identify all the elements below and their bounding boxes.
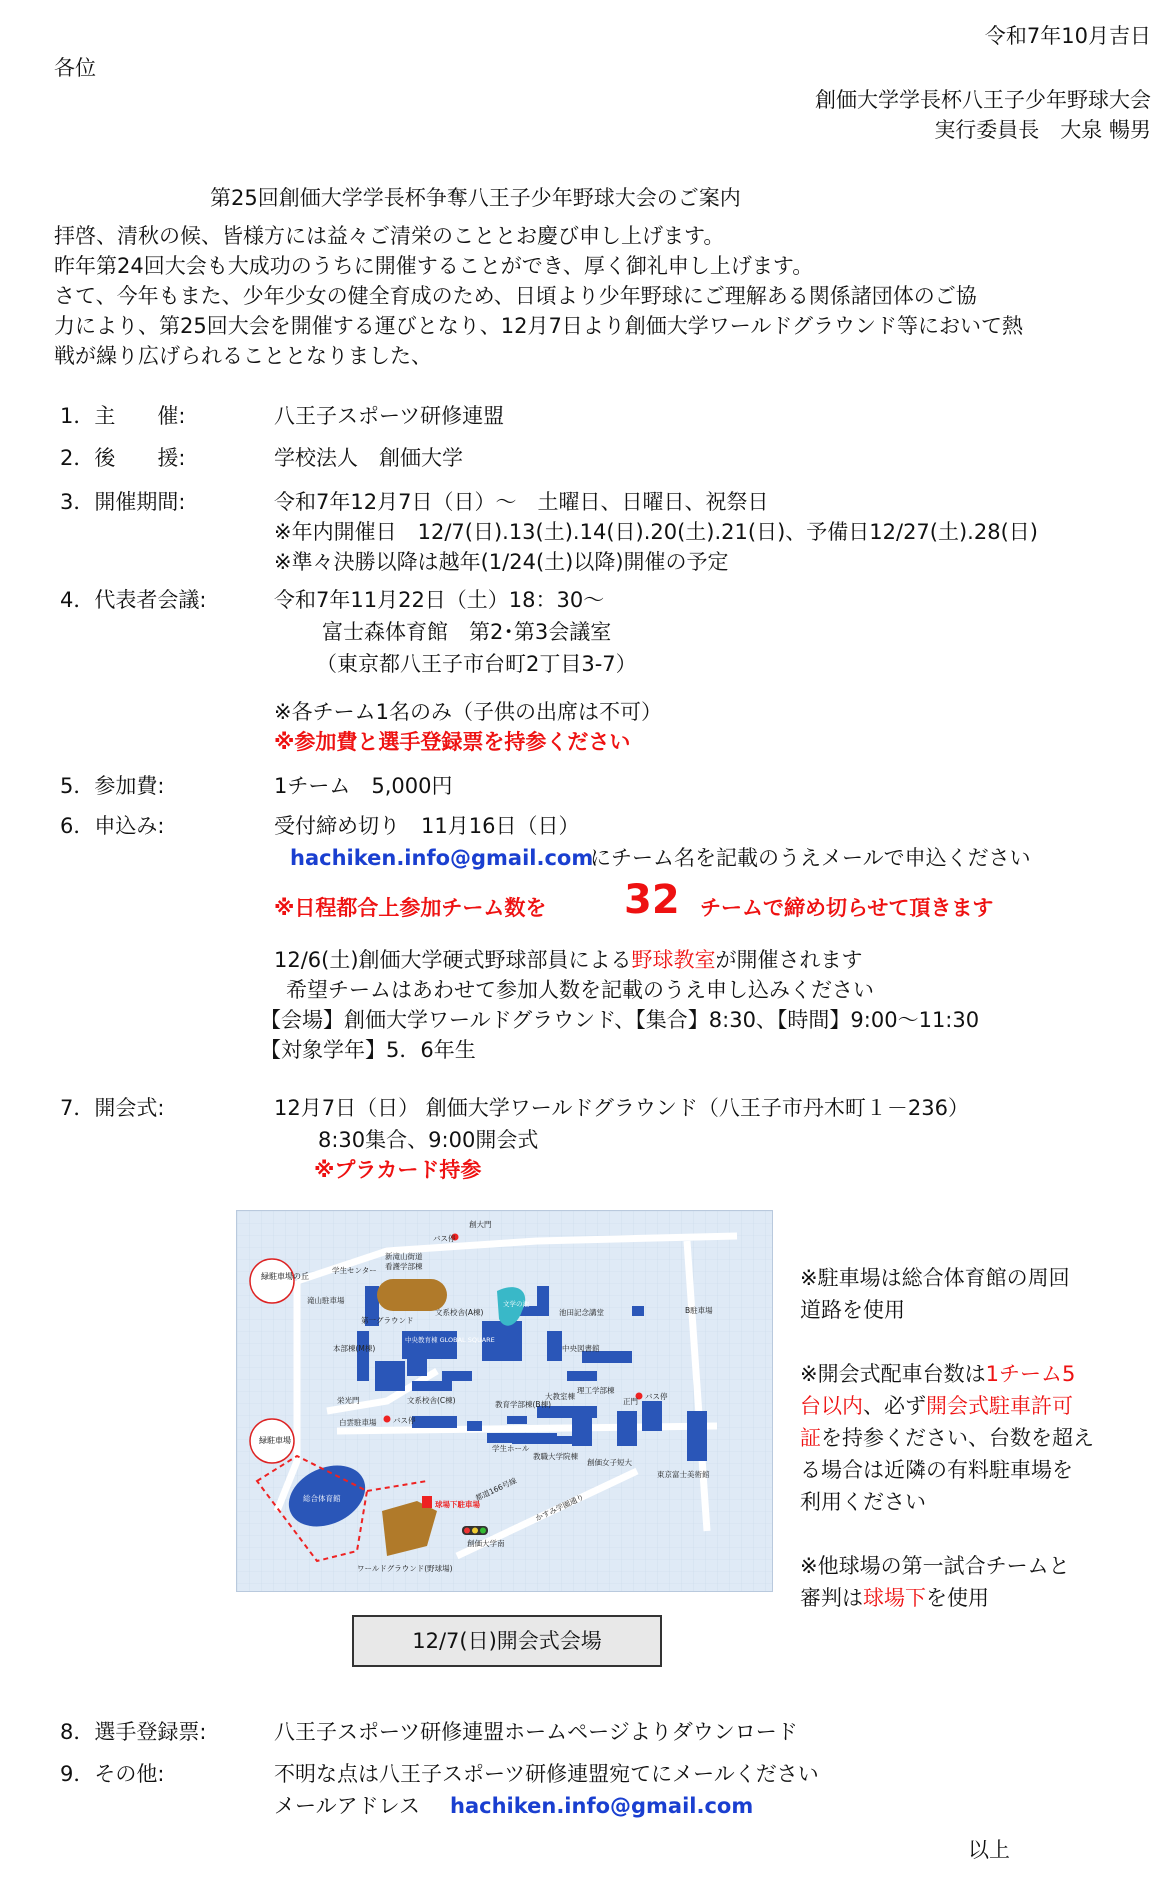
intro-line: 力により、第25回大会を開催する運びとなり、12月7日より創価大学ワールドグラウンド等において熱 — [54, 314, 1023, 338]
apply-email-link[interactable]: hachiken.info@gmail.com — [290, 846, 594, 870]
vehicle-note-line — [800, 1362, 1075, 1387]
map-label: 理工学部棟 — [577, 1386, 615, 1395]
note-highlight: 球場下 — [863, 1586, 926, 1610]
clinic-suffix: が開催されます — [715, 948, 863, 972]
map-label: 学生ホール — [492, 1444, 530, 1453]
clinic-announcement — [274, 948, 863, 973]
map-label: 正門 — [623, 1397, 638, 1406]
note-text: 、必ず — [863, 1394, 926, 1418]
map-label: 学生センター — [332, 1266, 377, 1275]
map-label: 球場下駐車場 — [435, 1500, 480, 1509]
map-label: 滝山駐車場 — [307, 1296, 345, 1305]
map-label: 文系校舎(C棟) — [407, 1396, 456, 1405]
campus-map — [236, 1210, 773, 1592]
apply-limit-suffix: チームで締め切らせて頂きます — [700, 896, 994, 920]
intro-line: さて、今年もまた、少年少女の健全育成のため、日頃より少年野球にご理解ある関係諸団体のご協 — [54, 284, 977, 308]
map-label: 創大門 — [469, 1220, 492, 1229]
map-label: 本部棟(M棟) — [333, 1344, 376, 1353]
map-label: 大教室棟 — [545, 1392, 575, 1401]
map-label: 総合体育館 — [303, 1494, 341, 1503]
meeting-datetime: 令和7年11月22日（土）18：30～ — [274, 588, 605, 612]
map-label: 栄光門 — [337, 1396, 360, 1405]
item-value: 1チーム 5,000円 — [274, 774, 453, 798]
note-text: を使用 — [926, 1586, 989, 1610]
map-label: ワールドグラウンド(野球場) — [357, 1564, 453, 1573]
item-label: 7．開会式: — [60, 1096, 165, 1120]
traffic-light-icon — [462, 1526, 488, 1535]
map-label: 文学の池 — [503, 1300, 529, 1308]
committee-chair: 実行委員長 大泉 暢男 — [934, 118, 1151, 142]
mail-address-label: メールアドレス — [274, 1794, 420, 1818]
opening-datetime: 12月7日（日） 創価大学ワールドグラウンド（八王子市丹木町１－236） — [274, 1096, 969, 1120]
period-line: 令和7年12月7日（日）～ 土曜日、日曜日、祝祭日 — [274, 490, 769, 514]
item-label: 1．主 催: — [60, 404, 186, 428]
apply-limit-number: 32 — [624, 877, 680, 923]
map-label: かすみ学園通り — [534, 1492, 586, 1523]
vehicle-note-line: る場合は近隣の有料駐車場を — [800, 1458, 1073, 1482]
map-label: 白雲駐車場 — [339, 1418, 377, 1427]
contact-email-link[interactable]: hachiken.info@gmail.com — [450, 1794, 754, 1818]
map-label: 看護学部棟 — [385, 1262, 423, 1271]
first-ground-field — [377, 1279, 447, 1311]
period-schedule: ※年内開催日 12/7(日).13(土).14(日).20(土).21(日)、予備日12/27(土).28(日) — [274, 520, 1038, 544]
opening-placard-note: ※プラカード持参 — [314, 1158, 482, 1182]
green-parking-top-marker — [250, 1259, 294, 1303]
map-label: 都道166号線 — [474, 1475, 519, 1503]
map-label: 緑駐車場の丘 — [261, 1272, 309, 1281]
note-text: ※開会式配車台数は — [800, 1362, 986, 1386]
meeting-bring-note: ※参加費と選手登録票を持参ください — [274, 730, 631, 754]
vehicle-note-line: 利用ください — [800, 1490, 926, 1514]
note-highlight: 証 — [800, 1426, 821, 1450]
ground-parking-marker — [422, 1496, 432, 1508]
clinic-details: 【会場】創価大学ワールドグラウンド、【集合】8:30、【時間】9:00～11:30 — [260, 1008, 980, 1032]
meeting-address: （東京都八王子市台町2丁目3-7） — [316, 652, 637, 676]
apply-deadline: 受付締め切り 11月16日（日） — [274, 814, 580, 838]
addressee: 各位 — [54, 56, 96, 80]
organizer-name: 創価大学学長杯八王子少年野球大会 — [815, 88, 1151, 112]
vehicle-note-line — [800, 1426, 1094, 1451]
item-label: 4．代表者会議: — [60, 588, 207, 612]
item-label: 8．選手登録票: — [60, 1720, 207, 1744]
intro-line: 戦が繰り広げられることとなりました、 — [54, 344, 432, 368]
item-label: 2．後 援: — [60, 446, 186, 470]
document-title: 第25回創価大学学長杯争奪八王子少年野球大会のご案内 — [210, 186, 741, 210]
parking-note-line: 道路を使用 — [800, 1298, 905, 1322]
item-label: 3．開催期間: — [60, 490, 186, 514]
map-label: バス停 — [393, 1416, 416, 1425]
parking-note-line: ※駐車場は総合体育館の周回 — [800, 1266, 1070, 1290]
map-label: 中央教育棟 GLOBAL SQUARE — [405, 1336, 495, 1344]
note-text: 審判は — [800, 1586, 863, 1610]
document-date: 令和7年10月吉日 — [984, 24, 1151, 48]
bus-stop-mid-icon — [384, 1416, 391, 1423]
note-text: を持参ください、台数を超え — [821, 1426, 1094, 1450]
map-label: 緑駐車場 — [259, 1436, 291, 1445]
meeting-venue: 富士森体育館 第2･第3会議室 — [322, 620, 612, 644]
map-label: バス停 — [433, 1234, 456, 1243]
map-label: 創価大学南 — [467, 1539, 505, 1548]
closing-word: 以上 — [968, 1838, 1010, 1862]
item-label: 5．参加費: — [60, 774, 165, 798]
map-caption: 12/7(日)開会式会場 — [352, 1615, 662, 1667]
map-label: 第一グラウンド — [361, 1316, 414, 1325]
note-highlight: 1チーム5 — [985, 1362, 1076, 1386]
clinic-target: 【対象学年】5．6年生 — [260, 1038, 476, 1062]
note-highlight: 開会式駐車許可 — [926, 1394, 1073, 1418]
clinic-prefix: 12/6(土)創価大学硬式野球部員による — [274, 948, 632, 972]
map-label: 文系校舎(A棟) — [435, 1308, 484, 1317]
item-value: 八王子スポーツ研修連盟ホームページよりダウンロード — [274, 1720, 798, 1744]
clinic-instruction: 希望チームはあわせて参加人数を記載のうえ申し込みください — [286, 978, 874, 1002]
map-label: 新滝山街道 — [385, 1252, 423, 1261]
map-label: 東京富士美術館 — [657, 1470, 710, 1479]
map-label: B駐車場 — [685, 1306, 713, 1315]
apply-email-instruction: にチーム名を記載のうえメールで申込ください — [590, 846, 1031, 870]
map-label: 池田記念講堂 — [559, 1308, 604, 1317]
other-instruction: 不明な点は八王子スポーツ研修連盟宛てにメールください — [274, 1762, 819, 1786]
map-label: 中央図書館 — [562, 1344, 600, 1353]
map-label: 教職大学院棟 — [533, 1452, 578, 1461]
item-label: 6．申込み: — [60, 814, 165, 838]
map-label: バス停 — [645, 1392, 668, 1401]
item-value: 八王子スポーツ研修連盟 — [274, 404, 505, 428]
item-label: 9．その他: — [60, 1762, 165, 1786]
period-note: ※準々決勝以降は越年(1/24(土)以降)開催の予定 — [274, 550, 729, 574]
meeting-note: ※各チーム1名のみ（子供の出席は不可） — [274, 700, 662, 724]
vehicle-note-line — [800, 1394, 1073, 1419]
umpire-note-line: ※他球場の第一試合チームと — [800, 1554, 1070, 1578]
clinic-highlight: 野球教室 — [631, 948, 716, 972]
opening-schedule: 8:30集合、9:00開会式 — [318, 1128, 539, 1152]
intro-line: 昨年第24回大会も大成功のうちに開催することができ、厚く御礼申し上げます。 — [54, 254, 814, 278]
map-label: 創価女子短大 — [587, 1458, 632, 1467]
item-value: 学校法人 創価大学 — [274, 446, 463, 470]
intro-line: 拝啓、清秋の候、皆様方には益々ご清栄のこととお慶び申し上げます。 — [54, 224, 725, 248]
apply-limit-prefix: ※日程都合上参加チーム数を — [274, 896, 547, 920]
umpire-note-line — [800, 1586, 989, 1611]
map-label: 教育学部棟(B棟) — [495, 1400, 551, 1409]
note-highlight: 台以内 — [800, 1394, 863, 1418]
